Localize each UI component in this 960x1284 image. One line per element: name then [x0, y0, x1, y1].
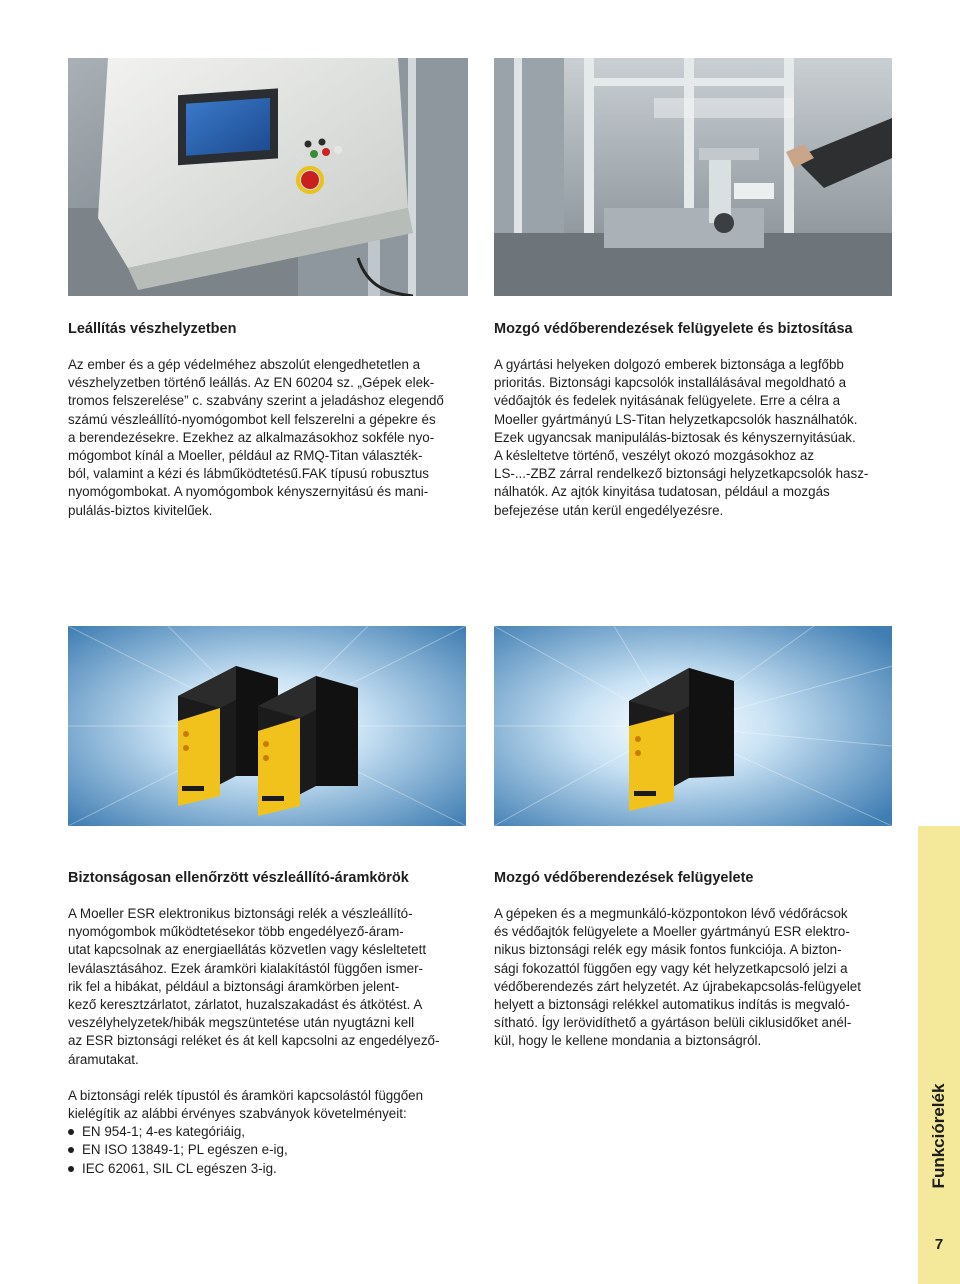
- text-line: nálhatók. Az ajtók kinyitása tudatosan, például a mozgás: [494, 484, 830, 500]
- chapter-side-tab: [918, 826, 960, 1284]
- text-line: nikus biztonsági relék egy másik fontos funkciója. A bizton-: [494, 942, 842, 958]
- text-line: leválasztásához. Ezek áramköri kialakítástól függően ismer-: [68, 960, 424, 976]
- section-emergency-stop: [68, 320, 468, 520]
- text-line: utat kapcsolnak az energiaellátás közvetlen vagy késleltetett: [68, 942, 427, 958]
- text-line: kielégítik az alábbi érvényes szabványok követelményeit:: [68, 1106, 407, 1122]
- text-line: kül, hogy le kellene mondania a biztonságról.: [494, 1033, 762, 1049]
- text-line: tromos felszerelése” c. szabvány szerint a jeladáshoz elegendő: [68, 393, 444, 409]
- list-item: EN ISO 13849-1; PL egészen e-ig,: [68, 1141, 468, 1159]
- text-line: védőajtók és fedelek nyitásának felügyelete. Erre a célra a: [494, 393, 841, 409]
- text-line: sági fokozattól függően egy vagy két helyzetkapcsoló jelzi a: [494, 960, 848, 976]
- text-line: prioritás. Biztonsági kapcsolók installálásával megoldható a: [494, 375, 847, 391]
- chapter-label: Funkciórelék: [929, 1083, 948, 1189]
- list-item: EN 954-1; 4-es kategóriáig,: [68, 1123, 468, 1141]
- paragraph-safe-circuits: [68, 905, 468, 1069]
- text-line: pulálás-biztos kivitelűek.: [68, 502, 213, 518]
- text-line: védőberendezés zárt helyzetét. Az újrabekapcsolás-felügyelet: [494, 978, 861, 994]
- text-line: Ezek ugyancsak manipulálás-biztosak és kényszernyitásúak.: [494, 429, 856, 445]
- text-line: és védőajtók felügyelete a Moeller gyártmányú ESR elektro-: [494, 924, 850, 940]
- text-line: áramutakat.: [68, 1051, 139, 1067]
- text-line: A gépeken és a megmunkáló-központokon lévő védőrácsok: [494, 906, 848, 921]
- text-line: A Moeller ESR elektronikus biztonsági relék a vészleállító-: [68, 906, 413, 921]
- heading-emergency-stop: Leállítás vészhelyzetben: [68, 321, 237, 337]
- standards-list: [68, 1123, 468, 1178]
- paragraph-guard-monitoring-securing: [494, 356, 894, 520]
- paragraph-standards: [68, 1087, 468, 1123]
- section-guard-monitoring-securing: [494, 320, 894, 520]
- chapter-label-wrapper: [918, 826, 960, 1284]
- text-line: rik fel a hibákat, például a biztonsági áramkörben jelent-: [68, 978, 400, 994]
- heading-safe-circuits: Biztonságosan ellenőrzött vészleállító-áramkörök: [68, 870, 409, 886]
- text-line: mógombot kínál a Moeller, például az RMQ-Titan választék-: [68, 448, 423, 464]
- text-line: vészhelyzetben történő leállás. Az EN 60204 sz. „Gépek elek-: [68, 375, 435, 391]
- single-relay-photo: [494, 626, 892, 826]
- heading-guard-monitoring: Mozgó védőberendezések felügyelete: [494, 870, 754, 886]
- relay-pair-photo: [68, 626, 466, 826]
- text-line: befejezése után kerül engedélyezésre.: [494, 502, 724, 518]
- text-line: számú vészleállító-nyomógombot kell felszerelni a gépekre és: [68, 411, 436, 427]
- text-line: nyomógombok működtetésekor több engedélyező-áram-: [68, 924, 404, 940]
- section-safe-circuits: [68, 869, 468, 1178]
- text-line: kező keresztzárlatot, zárlatot, huzalszakadást és átkötést. A: [68, 997, 423, 1013]
- section-guard-monitoring: [494, 869, 894, 1051]
- text-line: Az ember és a gép védelméhez abszolút elengedhetetlen a: [68, 357, 421, 372]
- list-item: IEC 62061, SIL CL egészen 3-ig.: [68, 1160, 468, 1178]
- text-line: nyomógombokat. A nyomógombok kényszernyitású és mani-: [68, 484, 429, 500]
- text-line: LS-...-ZBZ zárral rendelkező biztonsági helyzetkapcsolók hasz-: [494, 466, 869, 482]
- text-line: az ESR biztonsági reléket és át kell kapcsolni az engedélyező-: [68, 1033, 440, 1049]
- paragraph-emergency-stop: [68, 356, 468, 520]
- text-line: A késleltetve történő, veszélyt okozó mozgásokhoz az: [494, 448, 815, 464]
- text-line: A biztonsági relék típustól és áramköri kapcsolástól függően: [68, 1087, 424, 1103]
- text-line: helyett a biztonsági relékkel automatikus indítás is megvaló-: [494, 997, 850, 1013]
- text-line: veszélyhelyzetek/hibák megszüntetése után nyugtázni kell: [68, 1015, 415, 1031]
- text-line: a berendezésekre. Ezekhez az alkalmazásokhoz sokféle nyo-: [68, 429, 435, 445]
- text-line: sítható. Így lerövidíthető a gyártáson belüli ciklusidőket anél-: [494, 1015, 852, 1031]
- machine-guard-photo: [494, 58, 892, 296]
- text-line: Moeller gyártmányú LS-Titan helyzetkapcsolók használhatók.: [494, 411, 858, 427]
- text-line: ból, valamint a kézi és lábműködtetésű.FAK típusú robusztus: [68, 466, 429, 482]
- heading-guard-monitoring-securing: Mozgó védőberendezések felügyelete és biztosítása: [494, 321, 853, 337]
- control-panel-photo: [68, 58, 468, 296]
- text-line: A gyártási helyeken dolgozó emberek biztonsága a legfőbb: [494, 357, 844, 372]
- page-number: 7: [934, 1236, 944, 1253]
- paragraph-guard-monitoring: [494, 905, 894, 1051]
